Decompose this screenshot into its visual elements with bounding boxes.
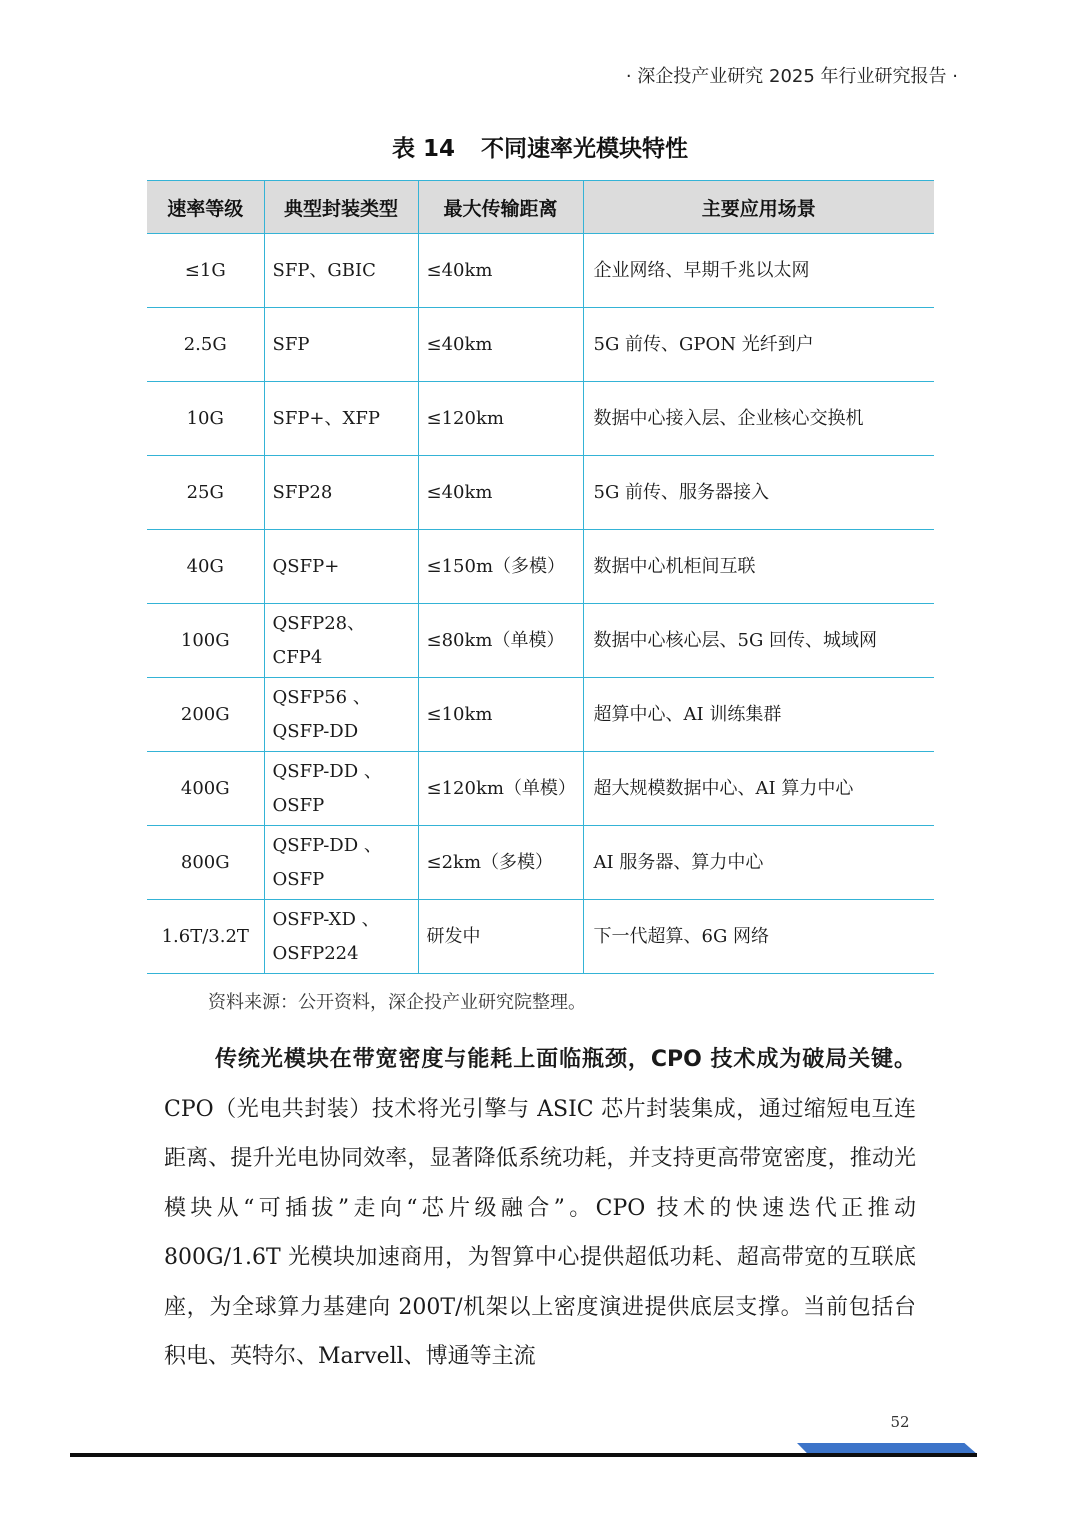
table-number: 表 14 [391,136,455,162]
cell-rate: ≤1G [147,234,264,308]
cell-distance: ≤120km [418,382,583,456]
cell-rate: 25G [147,456,264,530]
table-caption [0,130,1080,163]
cell-distance: 研发中 [418,900,583,974]
cell-rate: 1.6T/3.2T [147,900,264,974]
paragraph-lead-bold: 传统光模块在带宽密度与能耗上面临瓶颈，CPO 技术成为破局关键。 [214,1047,916,1072]
cell-rate: 10G [147,382,264,456]
cell-application: 下一代超算、6G 网络 [583,900,934,974]
cell-distance: ≤2km（多模） [418,826,583,900]
cell-application: 企业网络、早期千兆以太网 [583,234,934,308]
column-header-distance: 最大传输距离 [418,181,583,234]
cell-application: 超算中心、AI 训练集群 [583,678,934,752]
cell-package: QSFP28、CFP4 [264,604,418,678]
table-row [147,308,934,382]
table-row [147,678,934,752]
cell-application: 超大规模数据中心、AI 算力中心 [583,752,934,826]
cell-package: SFP28 [264,456,418,530]
table-row [147,604,934,678]
column-header-application: 主要应用场景 [583,181,934,234]
cell-package: SFP、GBIC [264,234,418,308]
cell-package: QSFP56 、 QSFP-DD [264,678,418,752]
optical-module-spec-table [147,180,934,974]
cell-package: QSFP+ [264,530,418,604]
cell-distance: ≤40km [418,234,583,308]
page-number: 52 [890,1413,910,1431]
column-header-package: 典型封装类型 [264,181,418,234]
cell-package: QSFP-DD 、 OSFP [264,752,418,826]
cell-application: 数据中心接入层、企业核心交换机 [583,382,934,456]
cell-application: 5G 前传、服务器接入 [583,456,934,530]
table-row [147,530,934,604]
cell-rate: 400G [147,752,264,826]
table-row [147,456,934,530]
footer-rule [70,1453,977,1457]
column-header-rate: 速率等级 [147,181,264,234]
table-row [147,752,934,826]
cell-distance: ≤120km（单模） [418,752,583,826]
cell-distance: ≤80km（单模） [418,604,583,678]
cell-distance: ≤40km [418,308,583,382]
table-row [147,234,934,308]
cell-package: SFP [264,308,418,382]
table-row [147,826,934,900]
table-source-note: 资料来源：公开资料，深企投产业研究院整理。 [208,992,586,1013]
cell-package: SFP+、XFP [264,382,418,456]
cell-application: AI 服务器、算力中心 [583,826,934,900]
cell-application: 数据中心机柜间互联 [583,530,934,604]
table-row [147,900,934,974]
body-paragraph [164,1035,916,1382]
cell-package: QSFP-DD 、 OSFP [264,826,418,900]
cell-rate: 800G [147,826,264,900]
cell-distance: ≤10km [418,678,583,752]
table-row [147,382,934,456]
paragraph-text: CPO（光电共封装）技术将光引擎与 ASIC 芯片封装集成，通过缩短电互连距离、提升光电协同效率，显著降低系统功耗，并支持更高带宽密度，推动光模块从“可插拔”走向“芯片级融合”。CPO 技术的快速迭代正推动 800G/1.6T 光模块加速商用，为智算中心提供超低功耗、超高带宽的互联底座，为全球算力基建向 200T/机架以上密度演进提供底层支撑。当前包括台积电、英特尔、Marvell、博通等主流 [164,1096,916,1369]
cell-application: 数据中心核心层、5G 回传、城域网 [583,604,934,678]
running-header: · 深企投产业研究 2025 年行业研究报告 · [625,66,958,87]
table-header-row [147,181,934,234]
cell-rate: 100G [147,604,264,678]
cell-rate: 2.5G [147,308,264,382]
cell-rate: 200G [147,678,264,752]
cell-package: OSFP-XD 、 OSFP224 [264,900,418,974]
cell-application: 5G 前传、GPON 光纤到户 [583,308,934,382]
cell-rate: 40G [147,530,264,604]
table-title: 不同速率光模块特性 [481,136,688,162]
cell-distance: ≤40km [418,456,583,530]
table-body [147,234,934,974]
cell-distance: ≤150m（多模） [418,530,583,604]
